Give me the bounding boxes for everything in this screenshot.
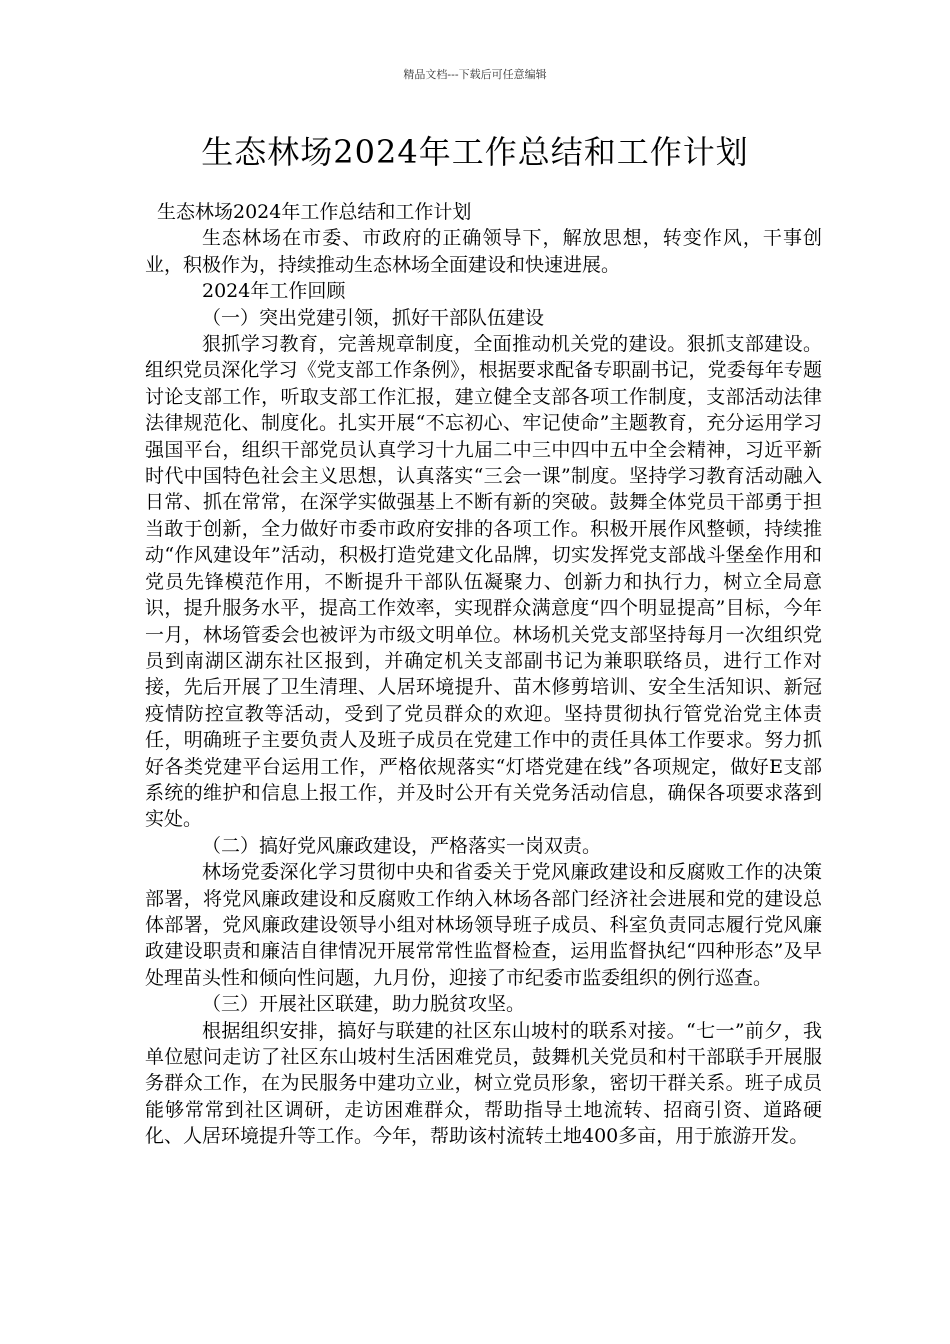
header-note: 精品文档---下载后可任意编辑 <box>403 68 547 81</box>
section-heading-2: （二）搞好党风廉政建设，严格落实一岗双责。 <box>202 834 602 857</box>
intro-paragraph: 生态林场在市委、市政府的正确领导下，解放思想，转变作风，干事创业，积极作为，持续推动生态林场全面建设和快速进展。 <box>145 227 822 276</box>
document-title: 生态林场2024年工作总结和工作计划 <box>201 133 749 171</box>
section-2-paragraph: 林场党委深化学习贯彻中央和省委关于党风廉政建设和反腐败工作的决策部署，将党风廉政建设和反腐败工作纳入林场各部门经济社会进展和党的建设总体部署，党风廉政建设领导小组对林场领导班子成员、科室负责同志履行党风廉政建设职责和廉洁自律情况开展常常性监督检查，运用监督执纪“四种形态”及早处理苗头性和倾向性问题，九月份，迎接了市纪委市监委组织的例行巡查。 <box>145 861 822 989</box>
document-body <box>145 199 822 1150</box>
section-3-paragraph: 根据组织安排，搞好与联建的社区东山坡村的联系对接。“七一”前夕，我单位慰问走访了社区东山坡村生活困难党员，鼓舞机关党员和村干部联手开展服务群众工作，在为民服务中建功立业，树立党员形象，密切干群关系。班子成员能够常常到社区调研，走访困难群众，帮助指导土地流转、招商引资、道路硬化、人居环境提升等工作。今年，帮助该村流转土地400多亩，用于旅游开发。 <box>145 1019 822 1148</box>
section-heading-1: （一）突出党建引领，抓好干部队伍建设 <box>202 306 545 329</box>
section-1-paragraph: 狠抓学习教育，完善规章制度，全面推动机关党的建设。狠抓支部建设。组织党员深化学习《党支部工作条例》，根据要求配备专职副书记，党委每年专题讨论支部工作，听取支部工作汇报，建立健全支部各项工作制度，支部活动法律法律规范化、制度化。扎实开展“不忘初心、牢记使命”主题教育，充分运用学习强国平台，组织干部党员认真学习十九届二中三中四中五中全会精神，习近平新时代中国特色社会主义思想，认真落实“三会一课”制度。坚持学习教育活动融入日常、抓在常常，在深学实做强基上不断有新的突破。鼓舞全体党员干部勇于担当敢于创新，全力做好市委市政府安排的各项工作。积极开展作风整顿，持续推动“作风建设年”活动，积极打造党建文化品牌，切实发挥党支部战斗堡垒作用和党员先锋模范作用，不断提升干部队伍凝聚力、创新力和执行力，树立全局意识，提升服务水平，提高工作效率，实现群众满意度“四个明显提高”目标，今年一月，林场管委会也被评为市级文明单位。林场机关党支部坚持每月一次组织党员到南湖区湖东社区报到，并确定机关支部副书记为兼职联络员，进行工作对接，先后开展了卫生清理、人居环境提升、苗木修剪培训、安全生活知识、新冠疫情防控宣教等活动，受到了党员群众的欢迎。坚持贯彻执行管党治党主体责任，明确班子主要负责人及班子成员在党建工作中的责任具体工作要求。努力抓好各类党建平台运用工作，严格依规落实“灯塔党建在线”各项规定，做好E支部系统的维护和信息上报工作，并及时公开有关党务活动信息，确保各项要求落到实处。 <box>145 333 822 831</box>
section-heading-3: （三）开展社区联建，助力脱贫攻坚。 <box>202 993 526 1016</box>
body-subtitle-line: 生态林场2024年工作总结和工作计划 <box>157 201 472 223</box>
section-heading-review: 2024年工作回顾 <box>202 280 346 303</box>
